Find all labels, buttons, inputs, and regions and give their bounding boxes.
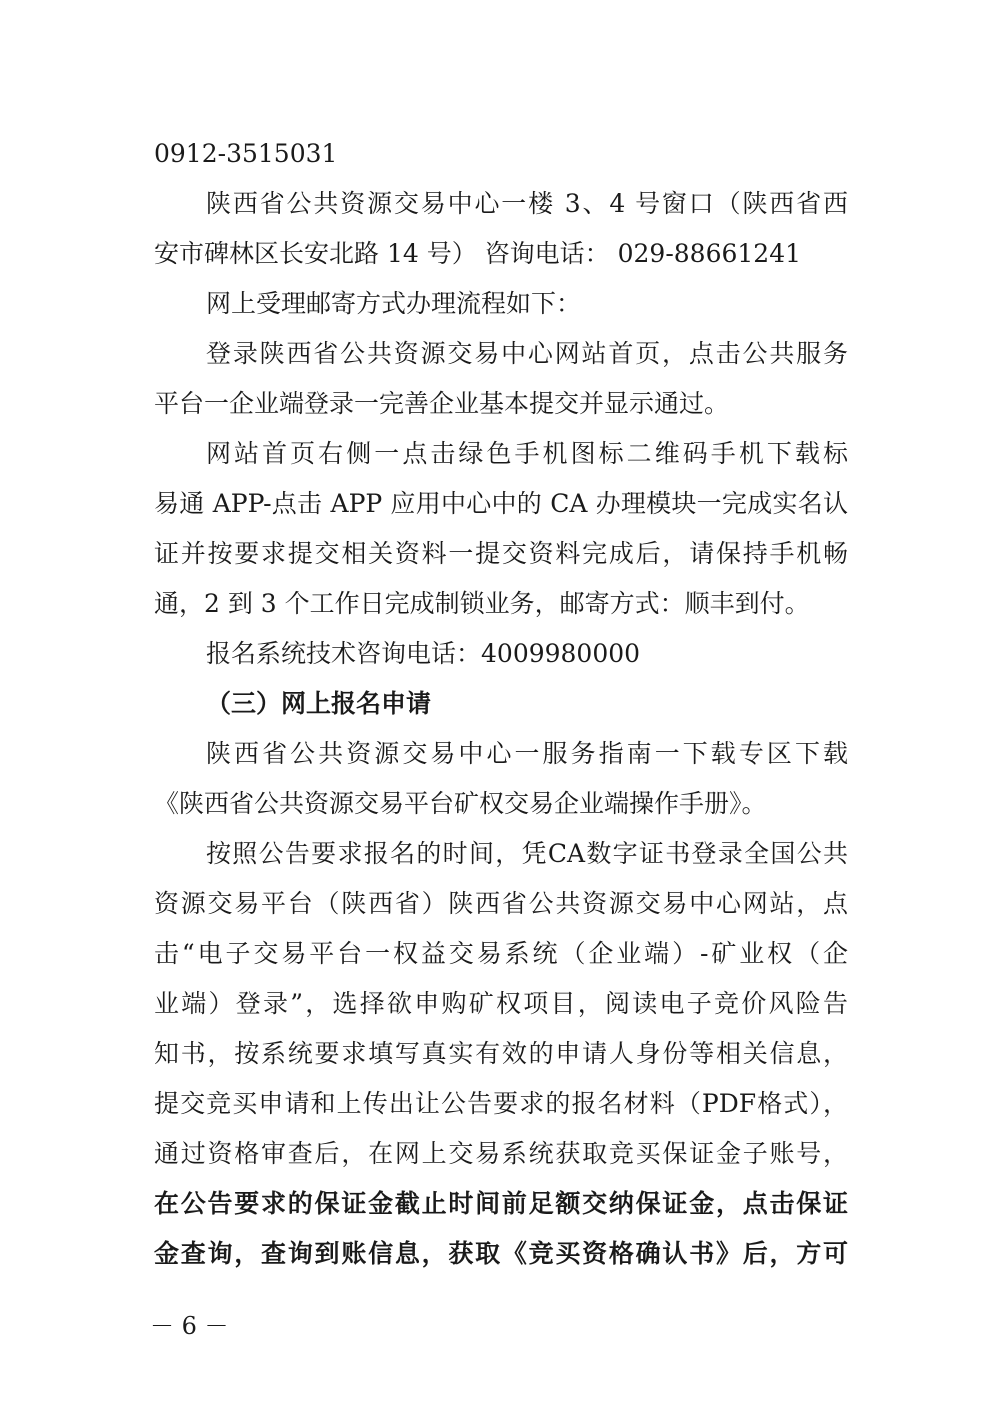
text-line: 提交竞买申请和上传出让公告要求的报名材料（PDF格式）， (154, 1089, 848, 1118)
text-line: 知书，按系统要求填写真实有效的申请人身份等相关信息， (154, 1039, 848, 1068)
text-line: 登录陕西省公共资源交易中心网站首页，点击公共服务 (206, 339, 848, 368)
text-line: 安市碑林区长安北路 14 号） 咨询电话： 029-88661241 (154, 239, 802, 268)
text-line: 网上受理邮寄方式办理流程如下： (206, 289, 582, 318)
text-line: 《陕西省公共资源交易平台矿权交易企业端操作手册》。 (154, 789, 767, 818)
text-line: 陕西省公共资源交易中心一楼 3、4 号窗口（陕西省西 (206, 189, 848, 218)
text-line: 证并按要求提交相关资料一提交资料完成后，请保持手机畅 (154, 539, 848, 568)
text-line: 按照公告要求报名的时间，凭CA数字证书登录全国公共 (206, 839, 848, 868)
text-line: 陕西省公共资源交易中心一服务指南一下载专区下载 (206, 739, 848, 768)
text-line: 业端）登录”，选择欲申购矿权项目，阅读电子竞价风险告 (154, 989, 848, 1018)
section-heading: （三）网上报名申请 (206, 689, 432, 718)
text-line: 网站首页右侧一点击绿色手机图标二维码手机下载标 (206, 439, 848, 468)
text-line: 通过资格审查后，在网上交易系统获取竞买保证金子账号， (154, 1139, 848, 1168)
text-line-bold: 在公告要求的保证金截止时间前足额交纳保证金，点击保证 (154, 1189, 848, 1218)
text-line-phone: 0912-3515031 (154, 139, 338, 168)
text-line: 通，2 到 3 个工作日完成制锁业务，邮寄方式：顺丰到付。 (154, 589, 810, 618)
text-line: 易通 APP-点击 APP 应用中心中的 CA 办理模块一完成实名认 (154, 489, 848, 518)
text-line: 资源交易平台（陕西省）陕西省公共资源交易中心网站，点 (154, 889, 848, 918)
text-line-support-phone: 报名系统技术咨询电话：4009980000 (206, 639, 641, 668)
page-number: － 6 － (150, 1312, 229, 1340)
text-line: 击“电子交易平台一权益交易系统（企业端）-矿业权（企 (154, 939, 848, 968)
text-line-bold: 金查询，查询到账信息，获取《竞买资格确认书》后，方可 (154, 1239, 848, 1268)
text-line: 平台一企业端登录一完善企业基本提交并显示通过。 (154, 389, 730, 418)
